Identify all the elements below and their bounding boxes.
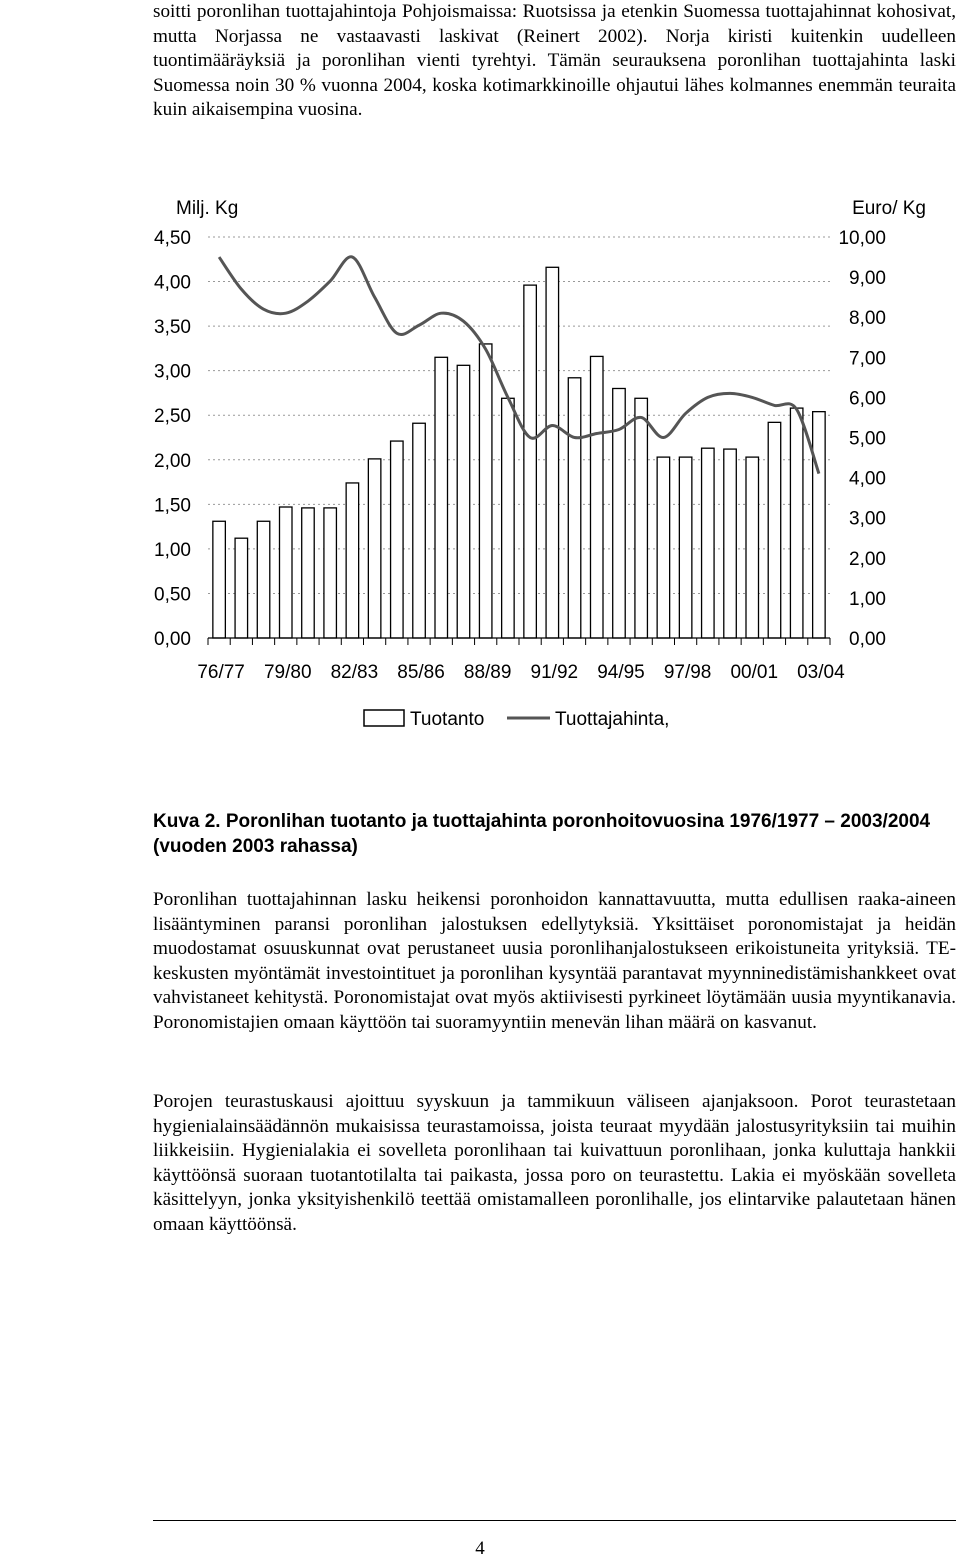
right-tick-label: 7,00 xyxy=(849,348,886,370)
production-bar xyxy=(591,356,604,638)
production-bar xyxy=(724,449,737,638)
production-bar xyxy=(657,457,670,638)
x-tick-label: 97/98 xyxy=(663,662,712,683)
legend-swatch-production xyxy=(364,710,404,726)
production-bar xyxy=(235,538,248,638)
left-tick-label: 3,00 xyxy=(154,361,191,383)
production-bar xyxy=(502,398,514,638)
x-tick-label: 00/01 xyxy=(730,662,779,683)
production-bar xyxy=(679,457,692,638)
left-tick-label: 1,50 xyxy=(154,495,191,517)
left-tick-label: 1,00 xyxy=(154,539,191,561)
intro-paragraph: soitti poronlihan tuottajahintoja Pohjoismaissa: Ruotsissa ja etenkin Suomessa tuottajahinnat kohosivat, mutta Norjassa ne vastaavasti laskivat (Reinert 2002). Norja kiristi kuitenkin uudelleen tuontimääräyksiä ja poronlihan vienti tyrehtyi. Tämän seurauksena poronlihan tuottajahinta laski Suomessa noin 30 % vuonna 2004, koska kotimarkkinoille ohjautui lähes kolmannes enemmän teuraita kuin aikaisempina vuosina. xyxy=(153,1,956,120)
left-tick-label: 0,00 xyxy=(154,629,191,650)
footer-rule xyxy=(153,1520,956,1521)
x-tick-label: 76/77 xyxy=(197,662,245,683)
right-tick-label: 10,00 xyxy=(838,228,886,249)
production-bar xyxy=(302,508,315,638)
left-tick-label: 3,50 xyxy=(154,317,191,339)
production-bar xyxy=(546,267,559,638)
figure-caption xyxy=(153,810,956,859)
page-number: 4 xyxy=(475,1538,485,1559)
left-tick-label: 0,50 xyxy=(154,584,191,606)
right-tick-label: 2,00 xyxy=(849,548,886,570)
left-tick-label: 4,50 xyxy=(154,228,191,249)
body-paragraph-2: Poronlihan tuottajahinnan lasku heikensi poronhoidon kannattavuutta, mutta edullisen raaka-aineen lisääntyminen paransi poronlihan jalostuksen edellytyksiä. Yksittäiset poronomistajat ja heidän muodostamat osuuskunnat ovat perustaneet uusia poronlihanjalostukseen erikoistuneita yrityksiä. TE-keskusten myöntämät investointituet ja poronlihan kysyntää parantavat myynninedistämishankkeet ovat vahvistaneet kehitystä. Poronomistajat ovat myös aktiivisesti pyrkineet löytämään uusia myyntikanavia. Poronomistajien omaan käyttöön tai suoramyyntiin menevän lihan määrä on kasvanut. xyxy=(153,889,956,1033)
legend-label-production: Tuotanto xyxy=(410,709,485,730)
left-tick-label: 2,50 xyxy=(154,406,191,428)
production-bar xyxy=(524,285,537,638)
production-bars xyxy=(213,267,825,638)
right-tick-label: 0,00 xyxy=(849,629,886,650)
body-paragraph-3: Porojen teurastuskausi ajoittuu syyskuun ja tammikuun väliseen ajanjaksoon. Porot teurastetaan hygienialainsäädännön mukaisissa teurastamoissa, joista teuraat myydään jalostusyrityksiin tai muihin liikkeisiin. Hygienialakia ei sovelleta poronlihaan tai kuivattuun poronlihaan, jonka kuluttaja hankkii käyttöönsä suoraan tuotantotilalta tai paikasta, jossa poro on teurastettu. Lakia ei myöskään sovelleta käsittelyyn, jonka yksityishenkilö teettää omistamalleen poronlihalle, jos elintarvike palautetaan hänen omaan käyttöönsä. xyxy=(153,1091,956,1235)
production-bar xyxy=(280,507,293,638)
production-bar xyxy=(702,448,715,638)
left-axis-title: Milj. Kg xyxy=(176,198,239,219)
chart-legend xyxy=(364,709,669,730)
production-bar xyxy=(746,457,759,638)
caption-text: Poronlihan tuotanto ja tuottajahinta poronhoitovuosina 1976/1977 – 2003/2004 (vuoden 2003 rahassa) xyxy=(153,811,931,857)
production-bar xyxy=(368,459,381,638)
right-axis-title: Euro/ Kg xyxy=(852,198,926,219)
right-tick-label: 3,00 xyxy=(849,508,886,530)
x-tick-label: 91/92 xyxy=(530,662,579,683)
x-tick-label: 79/80 xyxy=(263,662,312,683)
x-tick-label: 82/83 xyxy=(330,662,379,683)
production-bar xyxy=(346,483,359,638)
production-bar xyxy=(413,423,426,638)
production-bar xyxy=(568,378,581,638)
production-bar xyxy=(479,344,492,638)
x-tick-label: 85/86 xyxy=(397,662,445,683)
x-tick-label: 94/95 xyxy=(597,662,645,683)
right-tick-label: 1,00 xyxy=(849,588,886,610)
right-tick-label: 6,00 xyxy=(849,388,886,410)
right-tick-label: 4,00 xyxy=(849,468,886,490)
production-bar xyxy=(790,408,803,638)
production-bar xyxy=(391,441,404,638)
left-tick-label: 4,00 xyxy=(154,272,191,294)
production-bar xyxy=(324,508,337,638)
chart-axes xyxy=(208,638,830,645)
production-bar xyxy=(635,398,648,638)
production-bar xyxy=(435,357,448,638)
right-tick-label: 9,00 xyxy=(849,268,886,290)
price-line-layer xyxy=(219,257,819,474)
production-bar xyxy=(768,422,781,638)
caption-label: Kuva 2. xyxy=(153,811,221,832)
right-tick-label: 8,00 xyxy=(849,308,886,330)
price-line xyxy=(219,257,819,474)
production-bar xyxy=(457,365,470,638)
production-bar xyxy=(257,521,270,638)
legend-label-price: Tuottajahinta, xyxy=(555,709,670,730)
production-price-chart xyxy=(0,188,960,748)
x-tick-label: 88/89 xyxy=(463,662,512,683)
right-tick-label: 5,00 xyxy=(849,428,886,450)
production-bar xyxy=(213,521,226,638)
left-tick-label: 2,00 xyxy=(154,450,191,472)
production-bar xyxy=(813,412,826,638)
x-tick-label: 03/04 xyxy=(797,662,845,683)
